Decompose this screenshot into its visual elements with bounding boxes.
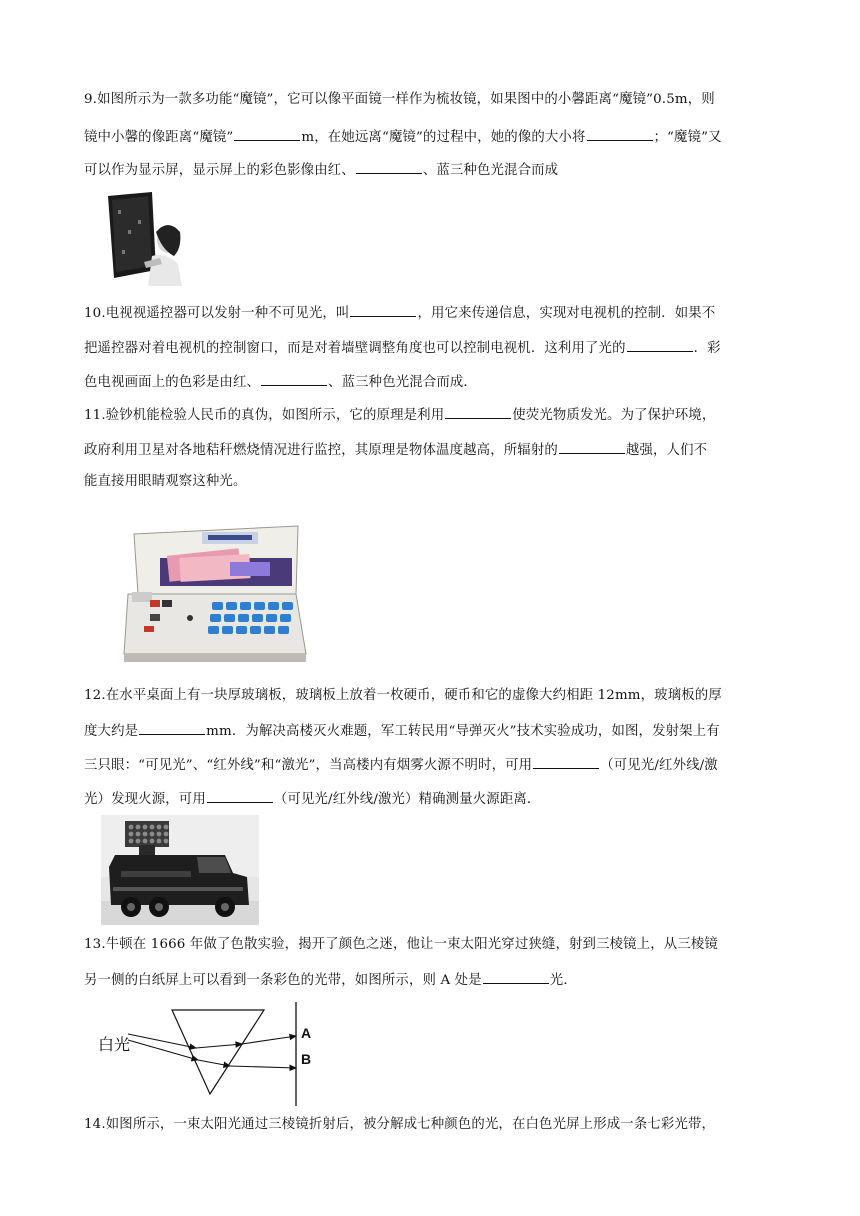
q12-line-1: 12.在水平桌面上有一块厚玻璃板，玻璃板上放着一枚硬币，硬币和它的虚像大约相距 12mm，玻璃板的厚 xyxy=(84,688,722,703)
q9-line-1: 9.如图所示为一款多功能“魔镜”，它可以像平面镜一样作为梳妆镜，如果图中的小馨距离“魔镜”0.5m，则 xyxy=(84,92,715,107)
answer-blank[interactable] xyxy=(234,126,300,141)
answer-blank[interactable] xyxy=(261,371,327,386)
q9-line-3: 可以作为显示屏，显示屏上的彩色影像由红、 、蓝三种色光混合而成 xyxy=(84,159,784,181)
label-b: B xyxy=(301,1051,312,1067)
q12-line-2: 度大约是 mm．为解决高楼灭火难题，军工转民用“导弹灭火”技术实验成功，如图，发射架上有 xyxy=(84,720,784,742)
q9-line-2: 镜中小馨的像距离“魔镜” m，在她远离“魔镜”的过程中，她的像的大小将 ；“魔镜”又 xyxy=(84,126,784,148)
answer-blank[interactable] xyxy=(356,159,422,174)
prism-dispersion-diagram xyxy=(92,998,322,1108)
answer-blank[interactable] xyxy=(559,439,625,454)
q11-line-2: 政府利用卫星对各地秸秆燃烧情况进行监控，其原理是物体温度越高，所辐射的 越强，人们不 xyxy=(84,439,784,461)
answer-blank[interactable] xyxy=(139,720,205,735)
prism-shape xyxy=(172,1010,264,1094)
q13-line-1: 13.牛顿在 1666 年做了色散实验，揭开了颜色之迷，他让一束太阳光穿过狭缝，射到三棱镜上，从三棱镜 xyxy=(84,937,718,952)
banknote-detector-image xyxy=(120,522,310,664)
q10-line-2: 把遥控器对着电视机的控制窗口，而是对着墙壁调整角度也可以控制电视机．这利用了光的 ．彩 xyxy=(84,337,784,359)
q11-line-1: 11.验钞机能检验人民币的真伪，如图所示，它的原理是利用 使荧光物质发光。为了保护环境， xyxy=(84,404,784,426)
fire-truck-image xyxy=(101,815,259,925)
q10-line-3: 色电视画面上的色彩是由红、 、蓝三种色光混合而成． xyxy=(84,371,784,393)
answer-blank[interactable] xyxy=(350,302,416,317)
q14-line-1: 14.如图所示，一束太阳光通过三棱镜折射后，被分解成七种颜色的光，在白色光屏上形成一条七彩光带， xyxy=(84,1117,716,1132)
label-a: A xyxy=(301,1025,312,1041)
q11-line-3: 能直接用眼睛观察这种光。 xyxy=(84,474,247,489)
q13-line-2: 另一侧的白纸屏上可以看到一条彩色的光带，如图所示，则 A 处是 光． xyxy=(84,969,784,991)
answer-blank[interactable] xyxy=(445,404,511,419)
white-light-label: 白光 xyxy=(98,1037,131,1054)
answer-blank[interactable] xyxy=(207,788,273,803)
q12-line-3: 三只眼：“可见光”、“红外线”和“激光”，当高楼内有烟雾火源不明时，可用 （可见光/红外线/激 xyxy=(84,754,784,776)
answer-blank[interactable] xyxy=(587,126,653,141)
q10-line-1: 10.电视视遥控器可以发射一种不可见光，叫 ，用它来传递信息，实现对电视机的控制．如果不 xyxy=(84,302,784,324)
magic-mirror-image xyxy=(104,190,184,286)
q12-line-4: 光）发现火源，可用 （可见光/红外线/激光）精确测量火源距离． xyxy=(84,788,784,810)
answer-blank[interactable] xyxy=(627,337,693,352)
answer-blank[interactable] xyxy=(533,754,599,769)
answer-blank[interactable] xyxy=(483,969,549,984)
